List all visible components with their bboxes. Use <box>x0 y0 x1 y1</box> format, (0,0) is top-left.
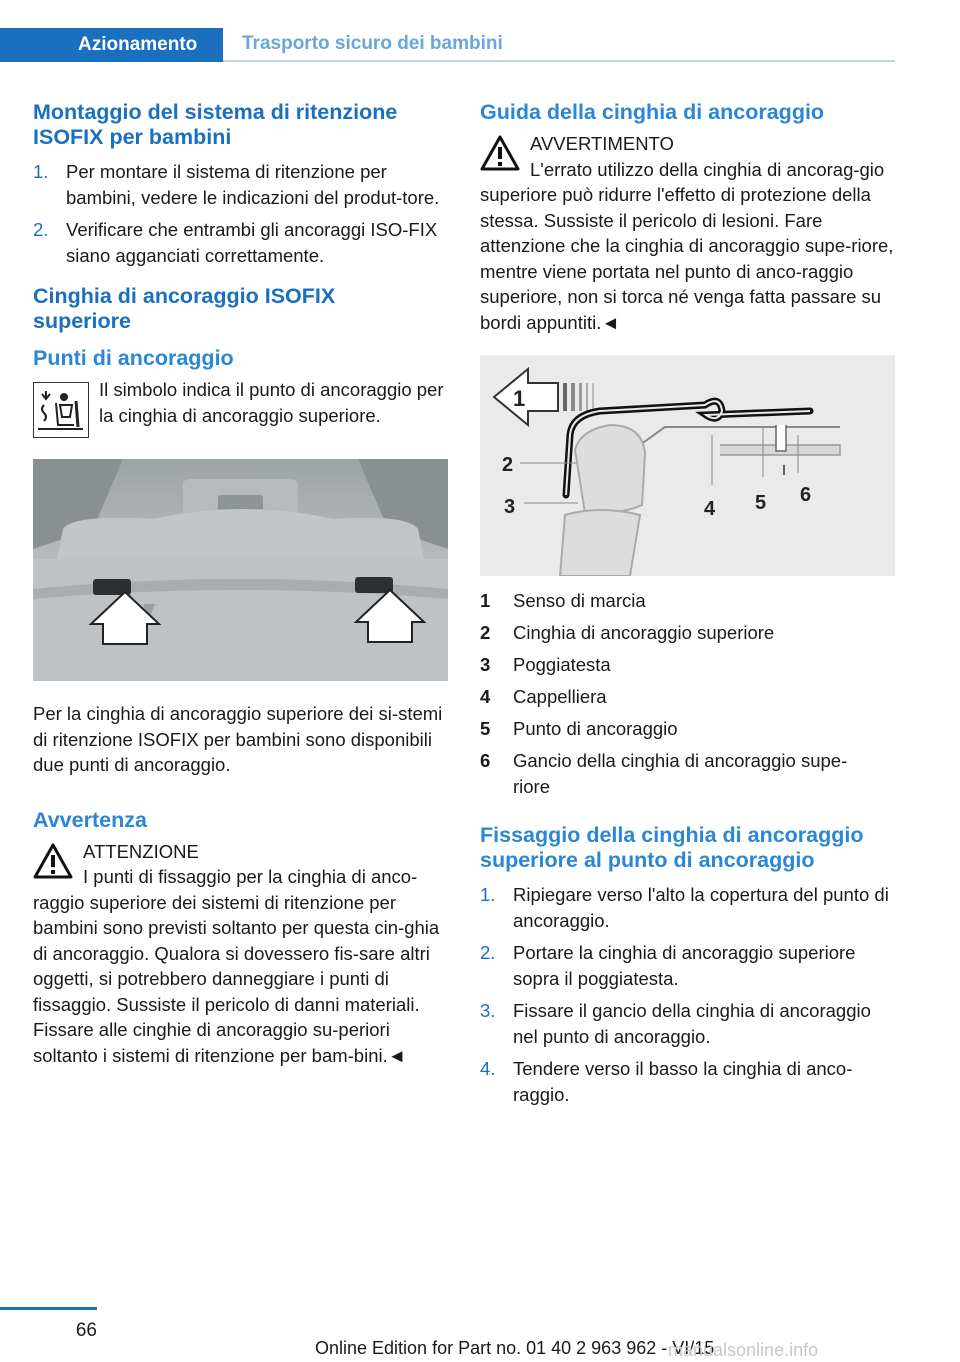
diagram-label-6: 6 <box>800 484 812 506</box>
legend-text: Punto di ancoraggio <box>513 718 678 739</box>
watermark: manualsonline.info <box>668 1340 819 1360</box>
warning-icon <box>33 843 73 879</box>
left-column <box>33 100 449 1068</box>
step-number: 1. <box>33 161 49 182</box>
list-item <box>480 1056 896 1107</box>
legend-number: 2 <box>480 622 491 643</box>
diagram-label-4: 4 <box>704 498 716 520</box>
footer-rule <box>0 1307 97 1310</box>
points-title: Punti di ancoraggio <box>33 346 234 370</box>
isofix-child-seat-icon <box>33 382 89 438</box>
legend-text: Senso di marcia <box>513 590 646 611</box>
fix-steps <box>480 882 896 1107</box>
legend-text: Cinghia di ancoraggio superiore <box>513 622 775 643</box>
step-number: 3. <box>480 1000 496 1021</box>
warning-title: AVVERTIMENTO <box>530 133 674 154</box>
step-number: 2. <box>480 942 496 963</box>
legend-number: 6 <box>480 750 491 771</box>
edition-note: Online Edition for Part no. 01 40 2 963 962 - VI/15 <box>315 1338 715 1358</box>
fix-title: Fissaggio della cinghia di ancoraggio superiore al punto di ancoraggio <box>480 823 864 872</box>
diagram-label-3: 3 <box>504 496 516 518</box>
page-number: 66 <box>75 1320 97 1341</box>
list-item <box>480 882 896 933</box>
diagram-legend <box>480 588 896 799</box>
diagram-label-1: 1 <box>513 386 526 411</box>
legend-number: 3 <box>480 654 491 675</box>
step-number: 2. <box>33 219 49 240</box>
warning-text: L'errato utilizzo della cinghia di ancorag-gio superiore può ridurre l'effetto di protezione della stessa. Sussiste il pericolo di lesioni. Fare attenzione che la cinghia di ancoraggio supe-riore, mentre viene portata nel punto di anco-raggio superiore, non si torca né venga fatta passare su bordi appuntiti.◄ <box>480 158 894 333</box>
list-item <box>480 998 896 1049</box>
symbol-block <box>33 377 449 439</box>
list-item <box>33 159 449 210</box>
after-photo-text: Per la cinghia di ancoraggio superiore dei si-stemi di ritenzione ISOFIX per bambini sono disponibili due punti di ancoraggio. <box>33 703 443 775</box>
list-item <box>480 588 896 614</box>
tether-diagram <box>480 355 895 576</box>
legend-text: Cappelliera <box>513 686 607 707</box>
warning-icon <box>480 135 520 171</box>
symbol-text: Il simbolo indica il punto di ancoraggio per la cinghia di ancoraggio superiore. <box>99 379 444 426</box>
header-section-tab: Azionamento <box>0 28 223 62</box>
step-text: Portare la cinghia di ancoraggio superiore sopra il poggiatesta. <box>513 942 856 989</box>
step-number: 4. <box>480 1058 496 1079</box>
anchor-points-photo <box>33 459 448 681</box>
legend-text: Gancio della cinghia di ancoraggio supe-riore <box>513 750 848 797</box>
caution-block <box>33 839 449 1069</box>
mount-title: Montaggio del sistema di ritenzione ISOFIX per bambini <box>33 100 398 149</box>
list-item <box>480 684 896 710</box>
list-item <box>480 748 896 799</box>
list-item <box>480 716 896 742</box>
step-text: Per montare il sistema di ritenzione per bambini, vedere le indicazioni del produt-tore. <box>66 161 440 208</box>
mount-steps <box>33 159 449 268</box>
step-text: Fissare il gancio della cinghia di ancoraggio nel punto di ancoraggio. <box>513 1000 871 1047</box>
tether-title: Cinghia di ancoraggio ISOFIX superiore <box>33 284 336 333</box>
caution-title: ATTENZIONE <box>83 840 199 862</box>
caution-text: I punti di fissaggio per la cinghia di anco-raggio superiore dei sistemi di ritenzione per bambini sono previsti soltanto per questa cin-ghia di ancoraggio. Qualora si dovessero fis-sare altri oggetti, si potrebbero danneggiare i punti di fissaggio. Sussiste il pericolo di danni materiali. Fissare alle cinghie di ancoraggio su-periori soltanto i sistemi di ritenzione per bam-bini.◄ <box>33 866 440 1066</box>
step-text: Ripiegare verso l'alto la copertura del punto di ancoraggio. <box>513 884 889 931</box>
list-item <box>480 620 896 646</box>
list-item <box>480 940 896 991</box>
header-topic-tab: Trasporto sicuro dei bambini <box>223 28 895 62</box>
right-column <box>480 100 896 1114</box>
step-text: Tendere verso il basso la cinghia di anco-raggio. <box>513 1058 853 1105</box>
list-item <box>480 652 896 678</box>
legend-number: 1 <box>480 590 491 611</box>
diagram-label-2: 2 <box>502 454 514 476</box>
diagram-label-5: 5 <box>755 492 767 514</box>
step-number: 1. <box>480 884 496 905</box>
legend-text: Poggiatesta <box>513 654 611 675</box>
step-text: Verificare che entrambi gli ancoraggi ISO-FIX siano agganciati correttamente. <box>66 219 438 266</box>
guide-title: Guida della cinghia di ancoraggio <box>480 100 825 124</box>
notice-title: Avvertenza <box>33 807 147 832</box>
legend-number: 4 <box>480 686 491 707</box>
warning-block <box>480 131 896 335</box>
legend-number: 5 <box>480 718 491 739</box>
list-item <box>33 217 449 268</box>
